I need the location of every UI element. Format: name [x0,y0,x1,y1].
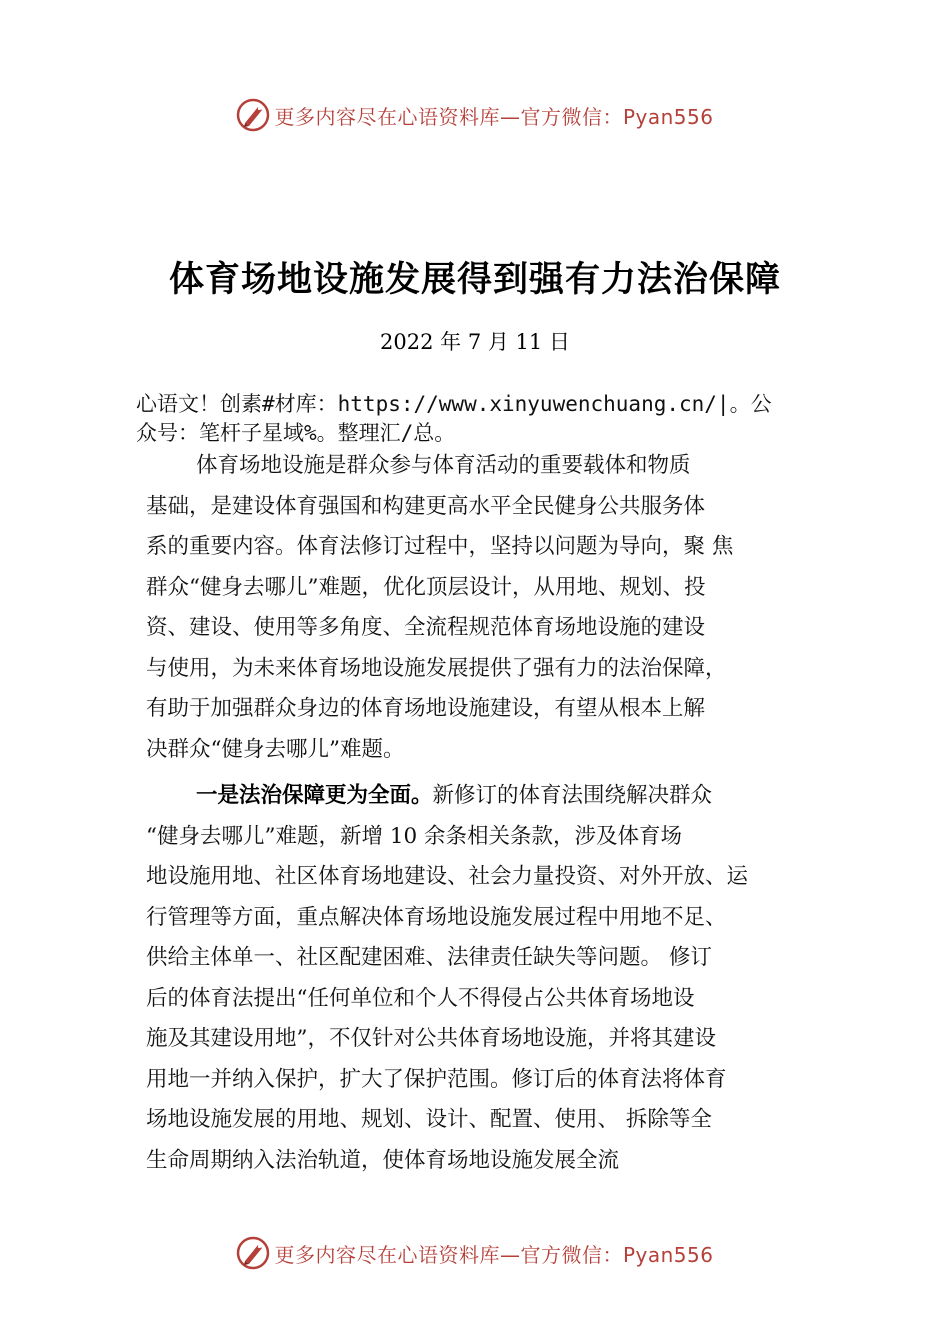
source-line: 众号：笔杆子星域%。整理汇/总。 [136,421,456,445]
paragraph-lead: 一是法治保障更为全面。 [196,783,433,808]
footer-banner-text: 更多内容尽在心语资料库—官方微信：Pyan556 [274,1242,714,1267]
paragraph-line: 系的重要内容。体育法修订过程中，坚持以问题为导向，聚 焦 [146,534,734,559]
paragraph-line: 决群众“健身去哪儿”难题。 [146,736,405,762]
paragraph-line: 生命周期纳入法治轨道，使体育场地设施发展全流 [146,1147,620,1173]
pen-logo-icon [236,98,270,132]
paragraph-line [146,776,826,817]
footer-banner [0,1233,950,1273]
paragraph-line: 与使用，为未来体育场地设施发展提供了强有力的法治保障， [146,655,727,681]
paragraph-line: 资、建设、使用等多角度、全流程规范体育场地设施的建设 [146,615,706,640]
paragraph-line: 基础，是建设体育强国和构建更高水平全民健身公共服务体 [146,493,706,519]
page-title: 体育场地设施发展得到强有力法治保障 [168,260,781,300]
paragraph-line: 后的体育法提出“任何单位和个人不得侵占公共体育场地设 [146,985,695,1011]
paragraph-line: 有助于加强群众身边的体育场地设施建设，有望从根本上解 [146,696,706,721]
paragraph-line: 群众“健身去哪儿”难题，优化顶层设计，从用地、规划、投 [146,574,706,600]
source-note [136,390,836,448]
paragraph-line: 体育场地设施是群众参与体育活动的重要载体和物质 [196,453,691,478]
pen-logo-icon [236,1236,270,1270]
article-body [146,446,826,1181]
header-banner-text: 更多内容尽在心语资料库—官方微信：Pyan556 [274,104,714,129]
paragraph-line: “健身去哪儿”难题，新增 10 余条相关条款，涉及体育场 [146,823,683,849]
publish-date: 2022 年 7 月 11 日 [380,330,570,354]
paragraph-1 [146,446,826,770]
paragraph-line-rest: 新修订的体育法围绕解决群众 [432,783,713,808]
paragraph-line: 用地一并纳入保护，扩大了保护范围。修订后的体育法将体育 [146,1066,727,1092]
header-banner [0,95,950,135]
paragraph-2 [146,776,826,1181]
paragraph-line: 行管理等方面，重点解决体育场地设施发展过程中用地不足、 [146,904,727,930]
paragraph-line: 施及其建设用地”，不仅针对公共体育场地设施，并将其建设 [146,1026,716,1051]
paragraph-line: 供给主体单一、社区配建困难、法律责任缺失等问题。 修订 [146,945,712,970]
paragraph-line: 场地设施发展的用地、规划、设计、配置、使用、 拆除等全 [146,1107,712,1132]
paragraph-line: 地设施用地、社区体育场地建设、社会力量投资、对外开放、运 [146,864,749,889]
source-line: 心语文！创素#材库：https://www.xinyuwenchuang.cn/|。公 [136,392,772,416]
